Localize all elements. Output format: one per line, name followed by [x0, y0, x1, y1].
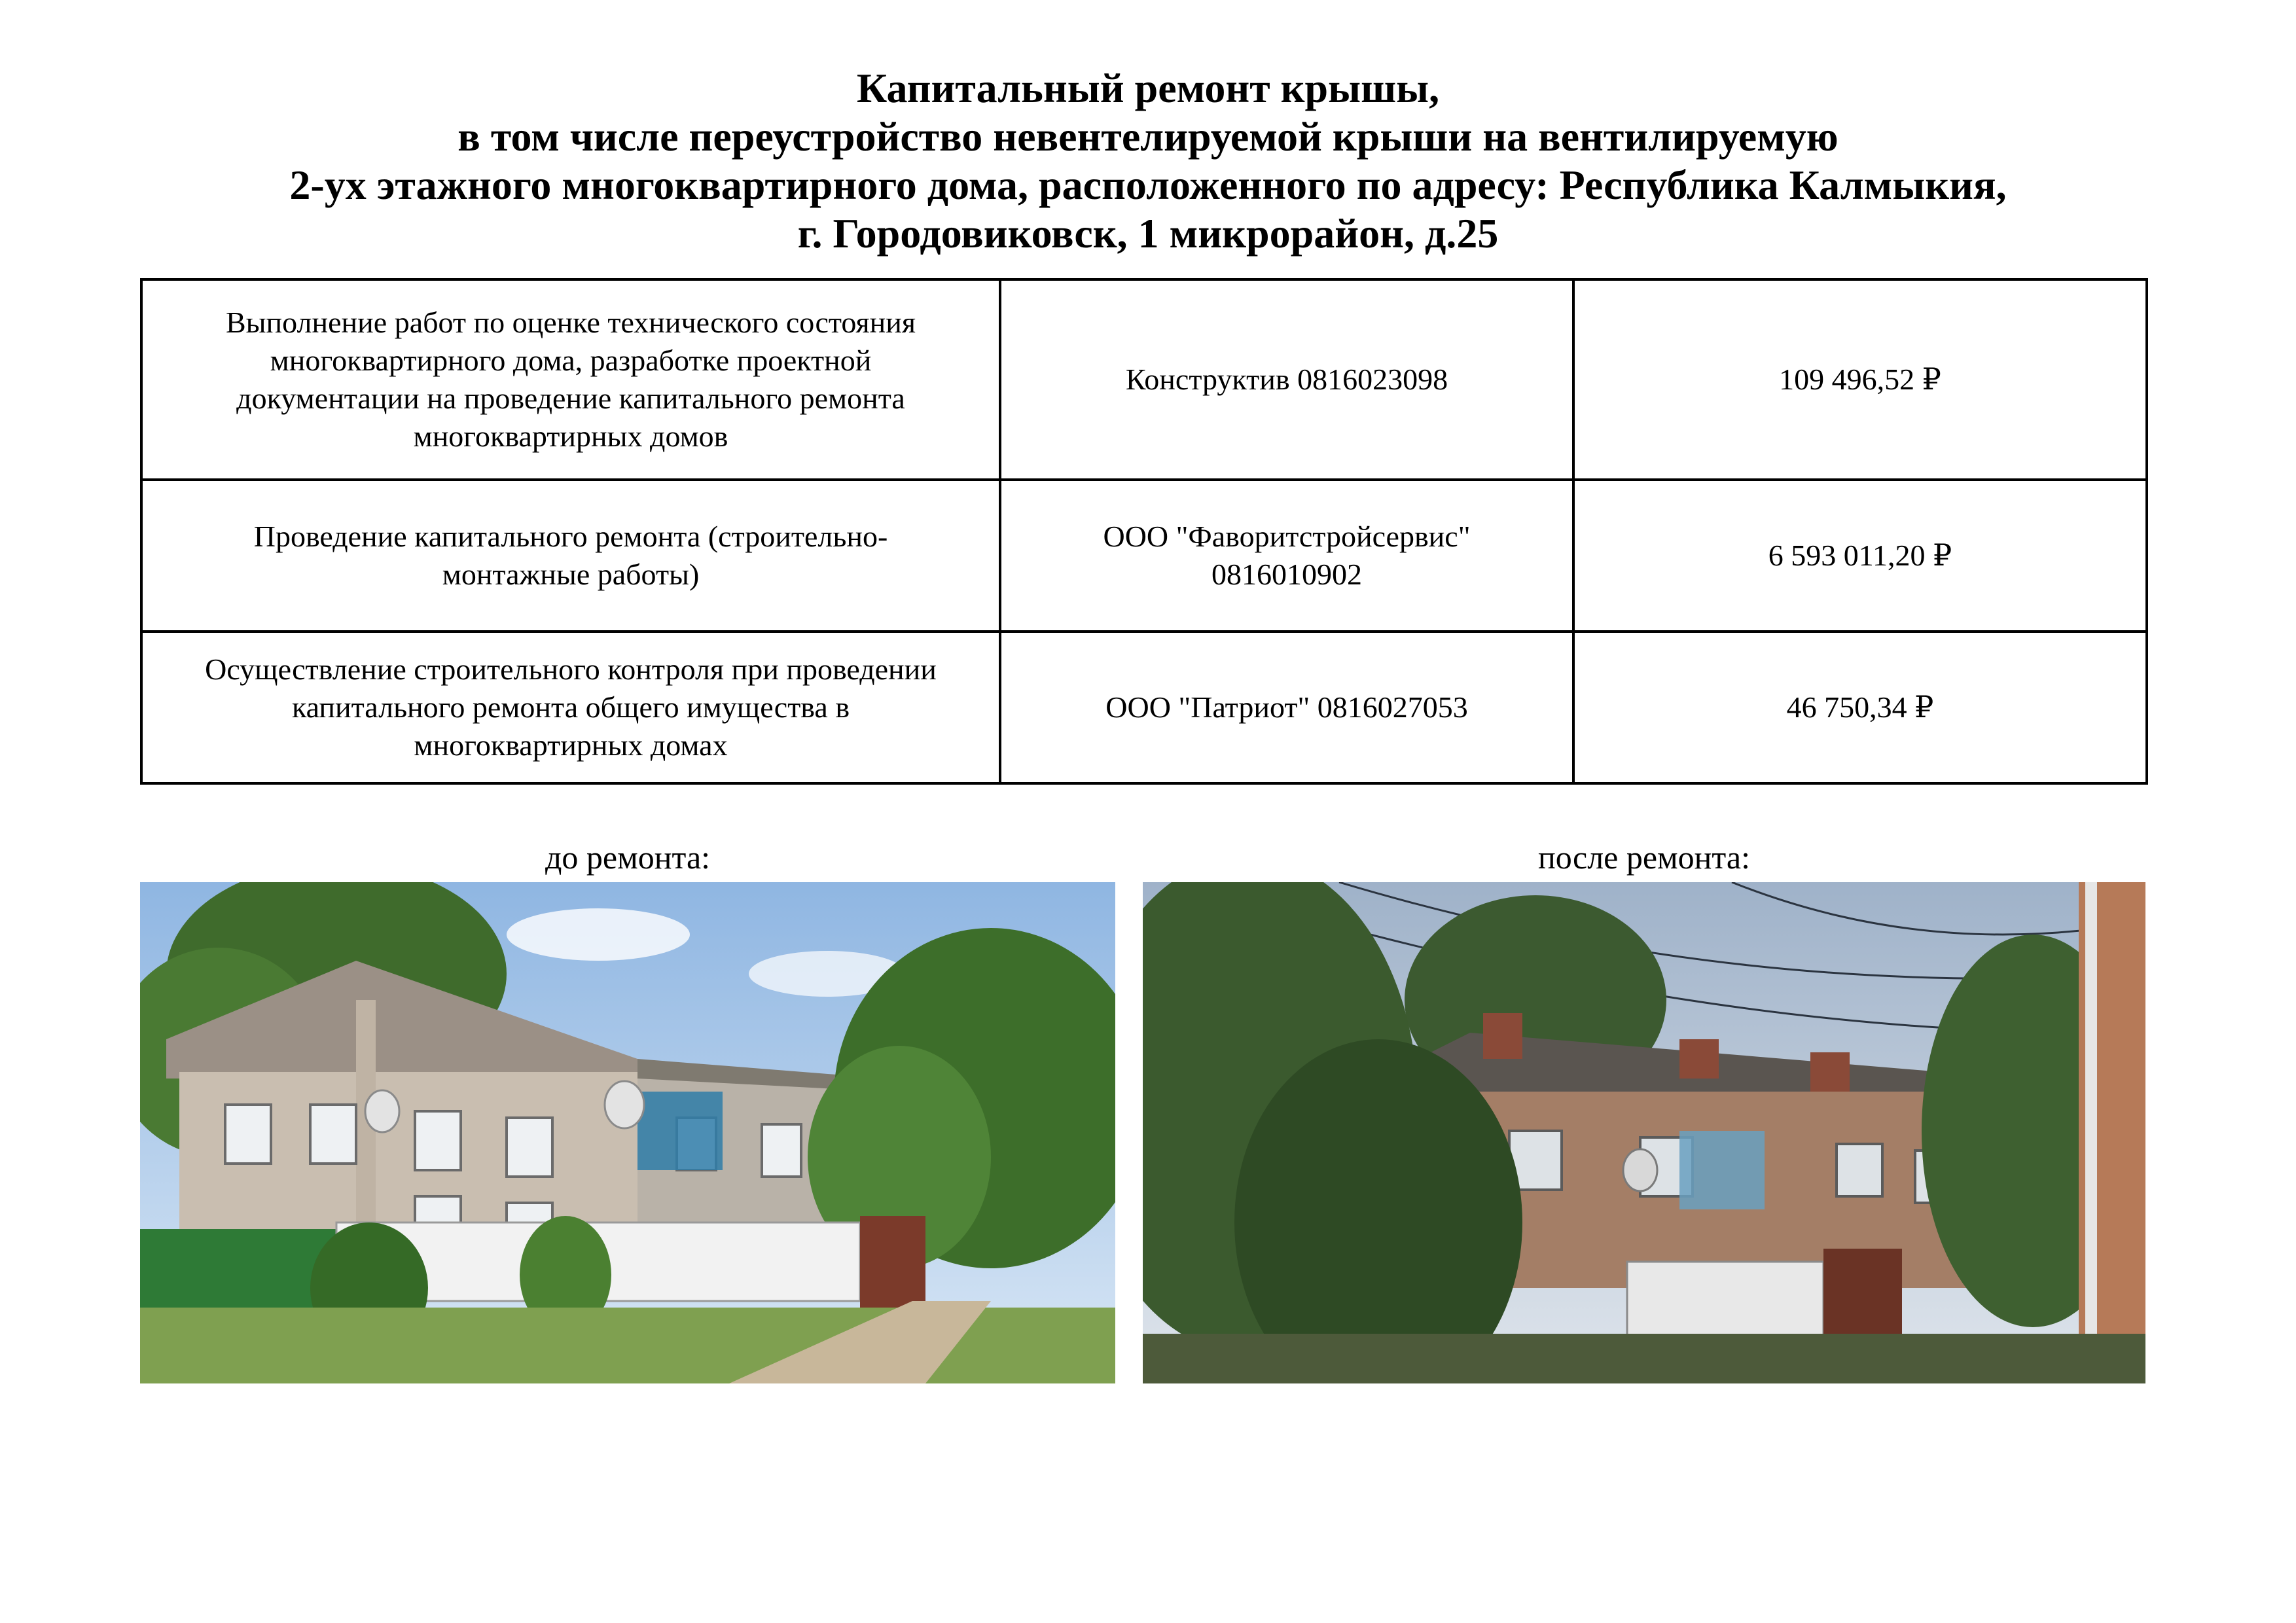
work-amount: 6 593 011,20 ₽: [1573, 480, 2147, 632]
after-repair-photo: [1143, 882, 2145, 1383]
before-repair-caption: до ремонта:: [545, 839, 711, 876]
work-description: Выполнение работ по оценке технического состояния многоквартирного дома, разработке проектной документации на проведение капитального ремонта многоквартирных домов: [141, 279, 1000, 480]
after-repair-caption: после ремонта:: [1538, 839, 1750, 876]
title-line-2: в том числе переустройство невентелируемой крыши на вентилируемую: [457, 113, 1839, 160]
table-row: [141, 279, 2147, 480]
works-table: [140, 278, 2148, 785]
table-row: [141, 632, 2147, 783]
work-contractor: Конструктив 0816023098: [1000, 279, 1573, 480]
before-repair-photo: [140, 882, 1115, 1383]
document-title: [0, 64, 2296, 258]
work-amount: 46 750,34 ₽: [1573, 632, 2147, 783]
table-row: [141, 480, 2147, 632]
title-line-4: г. Городовиковск, 1 микрорайон, д.25: [797, 210, 1499, 257]
work-amount: 109 496,52 ₽: [1573, 279, 2147, 480]
work-description: Осуществление строительного контроля при проведении капитального ремонта общего имущества в многоквартирных домах: [141, 632, 1000, 783]
work-contractor: ООО "Фаворитстройсервис" 0816010902: [1000, 480, 1573, 632]
work-description: Проведение капитального ремонта (строительно- монтажные работы): [141, 480, 1000, 632]
work-contractor: ООО "Патриот" 0816027053: [1000, 632, 1573, 783]
title-line-3: 2-ух этажного многоквартирного дома, расположенного по адресу: Республика Калмыкия,: [289, 162, 2007, 208]
title-line-1: Капитальный ремонт крышы,: [856, 65, 1440, 111]
